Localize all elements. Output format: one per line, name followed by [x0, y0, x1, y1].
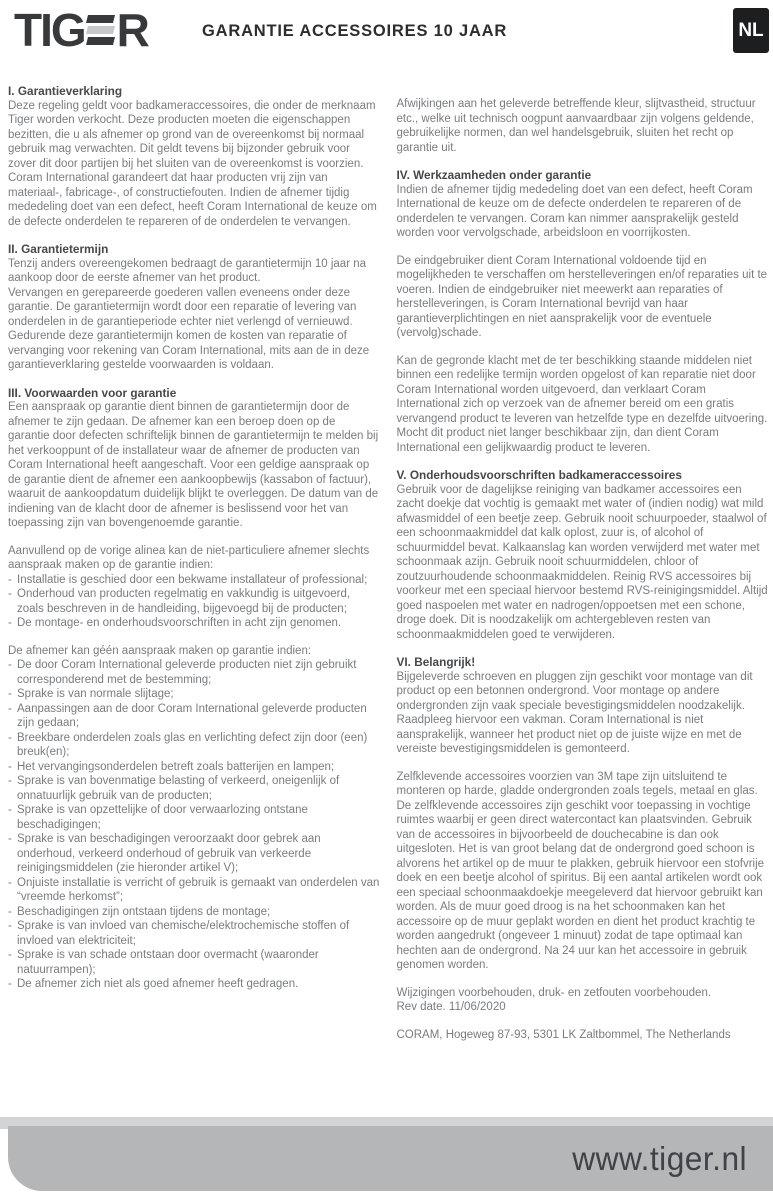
- section-heading: V. Onderhoudsvoorschriften badkameraccessoires: [396, 468, 682, 482]
- paragraph: CORAM, Hogeweg 87-93, 5301 LK Zaltbommel, The Netherlands: [396, 1028, 731, 1041]
- bullet-item: - Onderhoud van producten regelmatig en vakkundig is uitgevoerd, zoals beschreven in de handleiding, bijgevoegd bij de producten;: [8, 587, 380, 616]
- bullet-item: - Installatie is geschied door een bekwame installateur of professional;: [8, 573, 380, 588]
- paragraph: De afnemer kan géén aanspraak maken op garantie indien:: [8, 644, 312, 657]
- section-heading: VI. Belangrijk!: [396, 655, 476, 669]
- language-badge: NL: [733, 8, 769, 53]
- paragraph: Gedurende deze garantietermijn komen de kosten van reparatie of vervanging voor rekening van Coram International, mits aan de in deze garantieverklaring gestelde voorwaarden is voldaan.: [8, 330, 370, 371]
- logo-e-bar-middle: [86, 26, 115, 34]
- paragraph: Tenzij anders overeengekomen bedraagt de garantietermijn 10 jaar na aankoop door de eerste afnemer van het product.: [8, 257, 367, 284]
- logo-text-tig: TIG: [14, 4, 85, 56]
- bullet-list: [8, 573, 380, 631]
- section: [397, 168, 769, 455]
- paragraph: De eindgebruiker dient Coram International voldoende tijd en mogelijkheden te verschaffen om herstelleveringen en/of reparaties uit te voeren. Indien de eindgebruiker niet meewerkt aan reparaties of herstelleveringen, is Coram International bevrijd van haar garantieverplichtingen en niet aansprakelijk voor de eventuele (vervolg)schade.: [396, 254, 768, 339]
- paragraph: Zelfklevende accessoires voorzien van 3M tape zijn uitsluitend te monteren op harde, gladde ondergronden zoals tegels, metaal en glas. De zelfklevende accessoires zijn geschikt voor toepassing in vochtige ruimtes waarbij er geen direct watercontact kan plaatsvinden. Gebruik van de accessoires in bijvoorbeeld de douchecabine is dan ook uitgesloten. Het is van groot belang dat de ondergrond goed schoon is alvorens het artikel op de muur te plakken, gebruik hiervoor een stofvrije doek en een beetje alcohol of spiritus. Bij een aantal artikelen wordt ook een speciaal schoonmaakdoekje meegeleverd dat hiervoor gebruikt kan worden. Als de muur goed droog is na het schoonmaken kan het accessoire op de muur geplakt worden en dient het product krachtig te worden aangedrukt (ongeveer 1 minuut) zodat de tape optimaal kan hechten aan de ondergrond. Na 24 uur kan het accessoire in gebruik genomen worden.: [396, 770, 765, 971]
- paragraph: Aanvullend op de vorige alinea kan de niet-particuliere afnemer slechts aanspraak maken op de garantie indien:: [8, 544, 370, 571]
- left-column: [8, 84, 380, 1042]
- document-title: GARANTIE ACCESSOIRES 10 JAAR: [202, 22, 508, 40]
- paragraph: Kan de gegronde klacht met de ter beschikking staande middelen niet binnen een redelijke termijn worden opgelost of kan reparatie niet door Coram International worden uitgevoerd, dan verklaart Coram International zich op verzoek van de afnemer bereid om een gratis vervangend product te leveren van hetzelfde type en dezelfde uitvoering. Mocht dit product niet langer beschikbaar zijn, dan dient Coram International een gelijkwaardig product te leveren.: [396, 354, 768, 454]
- paragraph: Indien de afnemer tijdig mededeling doet van een defect, heeft Coram International de keuze om de defecte onderdelen te repareren of de onderdelen te vervangen. Coram kan nimmer aansprakelijk gesteld worden voor vervolgschade, arbeidsloon en voorrijkosten.: [396, 183, 753, 239]
- bullet-item: - De montage- en onderhoudsvoorschriften in acht zijn genomen.: [8, 616, 380, 631]
- section: [397, 468, 769, 642]
- bullet-item: - Sprake is van bovenmatige belasting of verkeerd, oneigenlijk of onnatuurlijk gebruik van de producten;: [8, 774, 380, 803]
- section: [397, 655, 769, 1042]
- bullet-item: - Aanpassingen aan de door Coram International geleverde producten zijn gedaan;: [8, 702, 380, 731]
- paragraph: Gebruik voor de dagelijkse reiniging van badkamer accessoires een zacht doekje dat vochtig is gemaakt met water of (indien nodig) wat mild afwasmiddel of een beetje zeep. Gebruik nooit schuurpoeder, staalwol of een schoonmaakmiddel dat kalk oplost, zuur is, of alcohol of schuurmiddel bevat. Kalkaanslag kan worden verwijderd met water met schoonmaak azijn. Gebruik nooit schuurmiddelen, chloor of zoutzuurhoudende schoonmaakmiddelen. Reinig RVS accessoires bij voorkeur met een speciaal hiervoor bestemd RVS-reinigingsmiddel. Altijd goed naspoelen met water en nadrogen/oppoetsen met een schone, droge doek. Dit is noodzakelijk om achtergebleven resten van schoonmaakmiddelen goed te verwijderen.: [396, 483, 768, 641]
- paragraph: Wijzigingen voorbehouden, druk- en zetfouten voorbehouden.: [396, 986, 712, 999]
- bullet-item: - Onjuiste installatie is verricht of gebruik is gemaakt van onderdelen van “vreemde herkomst”;: [8, 876, 380, 905]
- logo-e-bars-icon: [87, 15, 114, 45]
- bullet-list: [8, 658, 380, 992]
- tiger-logo: [14, 4, 148, 56]
- bullet-item: - De afnemer zich niet als goed afnemer heeft gedragen.: [8, 977, 380, 992]
- bullet-item: - Het vervangingsonderdelen betreft zoals batterijen en lampen;: [8, 760, 380, 775]
- logo-text-r: R: [116, 4, 148, 56]
- logo-e-bar-bottom: [86, 37, 115, 45]
- paragraph: Deze regeling geldt voor badkameraccessoires, die onder de merknaam Tiger worden verkocht. Deze producten moeten die eigenschappen bezitten, die u als afnemer op grond van de overeenkomst bij normaal gebruik mag verwachten. Dit geldt tevens bij bijzonder gebruik voor zover dit door partijen bij het sluiten van de overeenkomst is voorzien. Coram International garandeert dat haar producten vrij zijn van materiaal-, fabricage-, of constructiefouten. Indien de afnemer tijdig mededeling doet van een defect, heeft Coram International de keuze om de defecte onderdelen te repareren of de onderdelen te vervangen.: [8, 99, 377, 228]
- bullet-item: - Sprake is van schade ontstaan door overmacht (waaronder natuurrampen);: [8, 948, 380, 977]
- paragraph: Bijgeleverde schroeven en pluggen zijn geschikt voor montage van dit product op een betonnen ondergrond. Voor montage op andere ondergronden zijn vaak speciale bevestigingsmiddelen noodzakelijk. Raadpleeg hiervoor een vakman. Coram International is niet aansprakelijk, wanneer het product niet op de juiste wijze en met de vereiste bevestigingsmiddelen is gemonteerd.: [396, 670, 753, 755]
- section-heading: IV. Werkzaamheden onder garantie: [396, 168, 592, 182]
- website-url: www.tiger.nl: [572, 1139, 747, 1177]
- logo-e-bar-top: [86, 15, 115, 23]
- bullet-item: - Breekbare onderdelen zoals glas en verlichting defect zijn door (een) breuk(en);: [8, 731, 380, 760]
- section-heading: II. Garantietermijn: [8, 242, 109, 256]
- section-heading: III. Voorwaarden voor garantie: [8, 385, 177, 400]
- document-body: [8, 84, 768, 1042]
- bullet-item: - Sprake is van normale slijtage;: [8, 687, 380, 702]
- section: [8, 242, 380, 373]
- section-heading: I. Garantieverklaring: [8, 84, 123, 98]
- footer-bar: [8, 1126, 773, 1191]
- section: [8, 84, 380, 229]
- bullet-item: - Beschadigingen zijn ontstaan tijdens de montage;: [8, 905, 380, 920]
- paragraph: Afwijkingen aan het geleverde betreffende kleur, slijtvastheid, structuur etc., welke uit technisch oogpunt aanvaardbaar zijn volgens geldende, gebruikelijke normen, dan wel handelsgebruik, sluiten het recht op garantie uit.: [396, 98, 756, 154]
- bullet-item: - Sprake is van beschadigingen veroorzaakt door gebrek aan onderhoud, verkeerd onderhoud of gebruik van verkeerde reinigingsmiddelen (zie hieronder artikel V);: [8, 832, 380, 876]
- paragraph: Rev date. 11/06/2020: [396, 1001, 506, 1013]
- right-column: [397, 84, 769, 1042]
- paragraph: Vervangen en gerepareerde goederen vallen eveneens onder deze garantie. De garantietermijn wordt door een reparatie of levering van onderdelen in de garantieperiode echter niet verlengd of vernieuwd.: [8, 286, 357, 328]
- section: [8, 386, 380, 992]
- bullet-item: - De door Coram International geleverde producten niet zijn gebruikt corresponderend met de bestemming;: [8, 658, 380, 687]
- section: [397, 97, 769, 155]
- paragraph: Een aanspraak op garantie dient binnen de garantietermijn door de afnemer te zijn gedaan. De afnemer kan een beroep doen op de garantie door defecten schriftelijk binnen de garantietermijn te melden bij het verkooppunt of de installateur waar de afnemer de producten van Coram International heeft aangeschaft. Voor een geldige aanspraak op de garantie dient de afnemer een aankoopbewijs (kassabon of factuur), waaruit de aankoopdatum duidelijk blijkt te overleggen. De datum van de indiening van de klacht door de afnemer is beslissend voor het van toepassing zijn van bovengenoemde garantie.: [8, 401, 379, 529]
- bullet-item: - Sprake is van opzettelijke of door verwaarlozing ontstane beschadigingen;: [8, 803, 380, 832]
- bullet-item: - Sprake is van invloed van chemische/elektrochemische stoffen of invloed van elektriciteit;: [8, 919, 380, 948]
